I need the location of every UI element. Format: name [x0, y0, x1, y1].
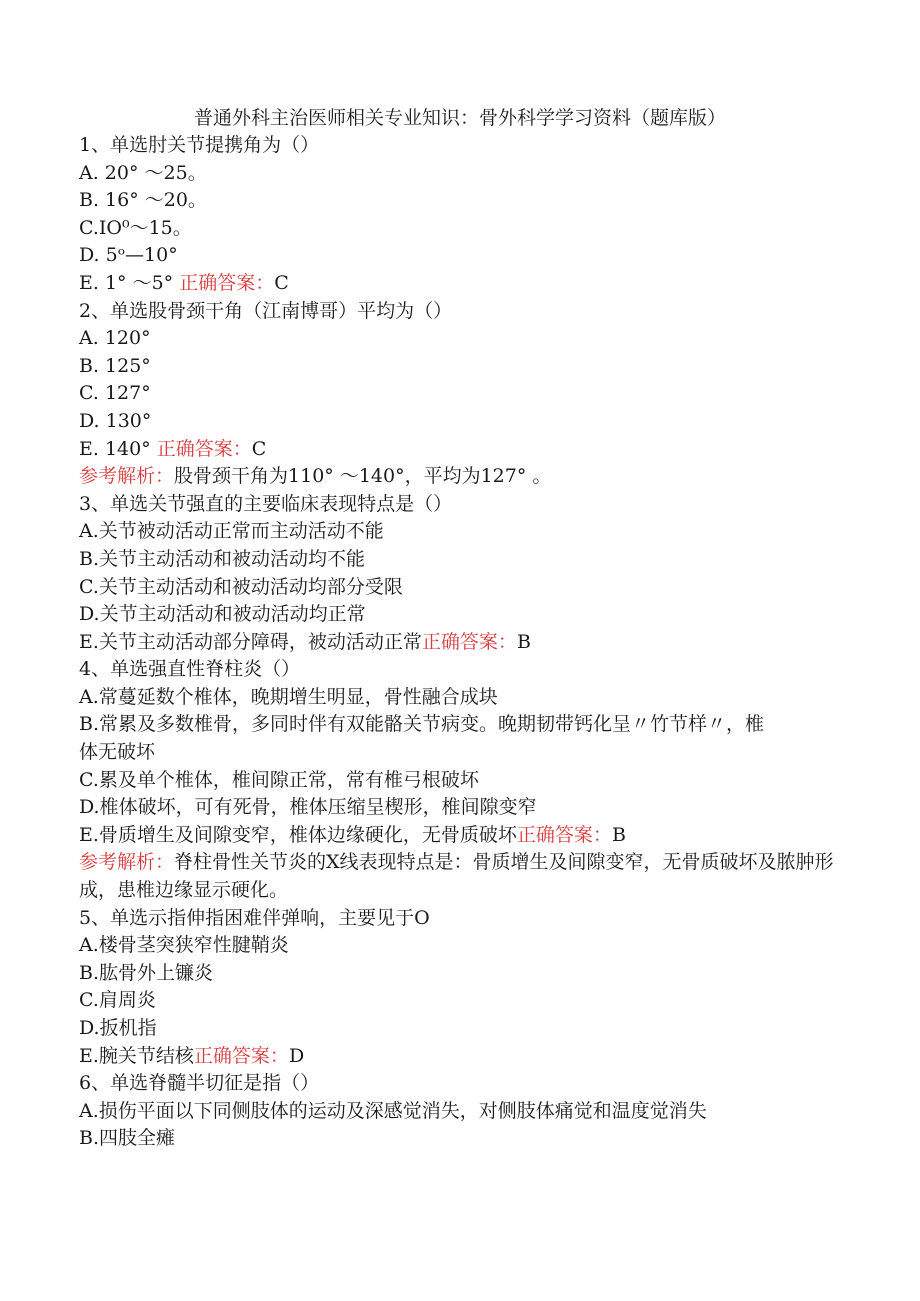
page-title: 普通外科主治医师相关专业知识：骨外科学学习资料（题库版） — [193, 107, 726, 129]
question-6-option-b: B.四肢全瘫 — [79, 1127, 176, 1150]
question-4-option-e: E.骨质增生及间隙变窄，椎体边缘硬化，无骨质破坏 — [79, 823, 517, 846]
question-3-option-e: E.关节主动活动部分障碍，被动活动正常 — [79, 630, 422, 653]
question-3-option-a: A.关节被动活动正常而主动活动不能 — [79, 520, 384, 543]
analysis-label: 参考解析： — [79, 465, 175, 488]
question-2-analysis-line — [79, 463, 909, 491]
question-4-option-d: D.椎体破坏，可有死骨，椎体压缩呈楔形，椎间隙变窄 — [79, 796, 537, 819]
answer-label: 正确答案： — [421, 630, 517, 653]
question-5-option-e: E.腕关节结核 — [79, 1044, 194, 1067]
question-5-option-d: D.扳机指 — [79, 1017, 157, 1039]
question-2-option-b: B. 125° — [79, 354, 151, 377]
question-4-analysis-block — [79, 849, 839, 904]
question-1-option-a: A. 20° ～25。 — [79, 161, 207, 184]
question-2-option-a: A. 120° — [79, 327, 151, 350]
question-4-option-b: B.常累及多数椎骨，多同时伴有双能骼关节病变。晚期韧带钙化呈〃竹节样〃，椎体无破坏 — [79, 713, 765, 764]
question-1-option-b: B. 16° ～20。 — [79, 189, 207, 212]
question-3-option-d: D.关节主动活动和被动活动均正常 — [79, 603, 366, 626]
question-1-option-e: E. 1° ～5° — [79, 271, 180, 294]
question-4-option-e-line — [79, 822, 909, 850]
question-4-answer: B — [611, 823, 626, 846]
question-2-option-e-line — [79, 436, 909, 464]
answer-label: 正确答案： — [516, 823, 612, 846]
question-2-option-c: C. 127° — [79, 382, 151, 405]
question-5-answer: D — [288, 1044, 305, 1067]
question-1-option-c: C.IO⁰～15。 — [79, 216, 192, 239]
question-1-option-e-line — [79, 270, 909, 298]
question-6-option-a: A.损伤平面以下同侧肢体的运动及深感觉消失，对侧肢体痛觉和温度觉消失 — [79, 1099, 707, 1122]
question-2-option-d: D. 130° — [79, 409, 152, 432]
question-3-answer: B — [516, 630, 531, 653]
question-1-answer: C — [274, 271, 289, 294]
question-5-option-a: A.楼骨茎突狭窄性腱鞘炎 — [79, 934, 289, 957]
analysis-label: 参考解析： — [79, 851, 175, 874]
answer-label: 正确答案： — [156, 437, 252, 460]
question-3-stem: 3、单选关节强直的主要临床表现特点是（） — [79, 492, 453, 515]
question-3-option-e-line — [79, 629, 909, 657]
answer-label: 正确答案： — [193, 1044, 289, 1067]
question-5-stem: 5、单选示指伸指困难伴弹响，主要见于O — [79, 906, 430, 929]
question-6-stem: 6、单选脊髓半切征是指（） — [79, 1072, 320, 1095]
answer-label: 正确答案： — [179, 271, 275, 294]
question-3-option-c: C.关节主动活动和被动活动均部分受限 — [79, 575, 403, 598]
question-2-stem: 2、单选股骨颈干角（江南博哥）平均为（） — [79, 299, 453, 322]
question-4-analysis: 脊柱骨性关节炎的X线表现特点是：骨质增生及间隙变窄，无骨质破坏及脓肿形成，患椎边缘显示硬化。 — [79, 851, 834, 902]
question-5-option-e-line — [79, 1043, 909, 1071]
question-2-answer: C — [251, 437, 267, 460]
question-5-option-c: C.肩周炎 — [79, 989, 156, 1012]
question-4-stem: 4、单选强直性脊柱炎（） — [79, 658, 301, 681]
question-3-option-b: B.关节主动活动和被动活动均不能 — [79, 547, 366, 570]
question-5-option-b: B.肱骨外上镰炎 — [79, 961, 214, 984]
question-1-option-d: D. 5ᵒ—10° — [79, 244, 178, 267]
question-4-option-c: C.累及单个椎体，椎间隙正常，常有椎弓根破坏 — [79, 768, 479, 791]
question-1-stem: 1、单选肘关节提携角为（） — [79, 134, 320, 156]
question-list — [79, 132, 909, 1153]
question-2-analysis: 股骨颈干角为110° ～140°，平均为127° 。 — [174, 465, 552, 488]
question-2-option-e: E. 140° — [79, 437, 157, 460]
question-4-option-a: A.常蔓延数个椎体，晚期增生明显，骨性融合成块 — [79, 685, 498, 708]
